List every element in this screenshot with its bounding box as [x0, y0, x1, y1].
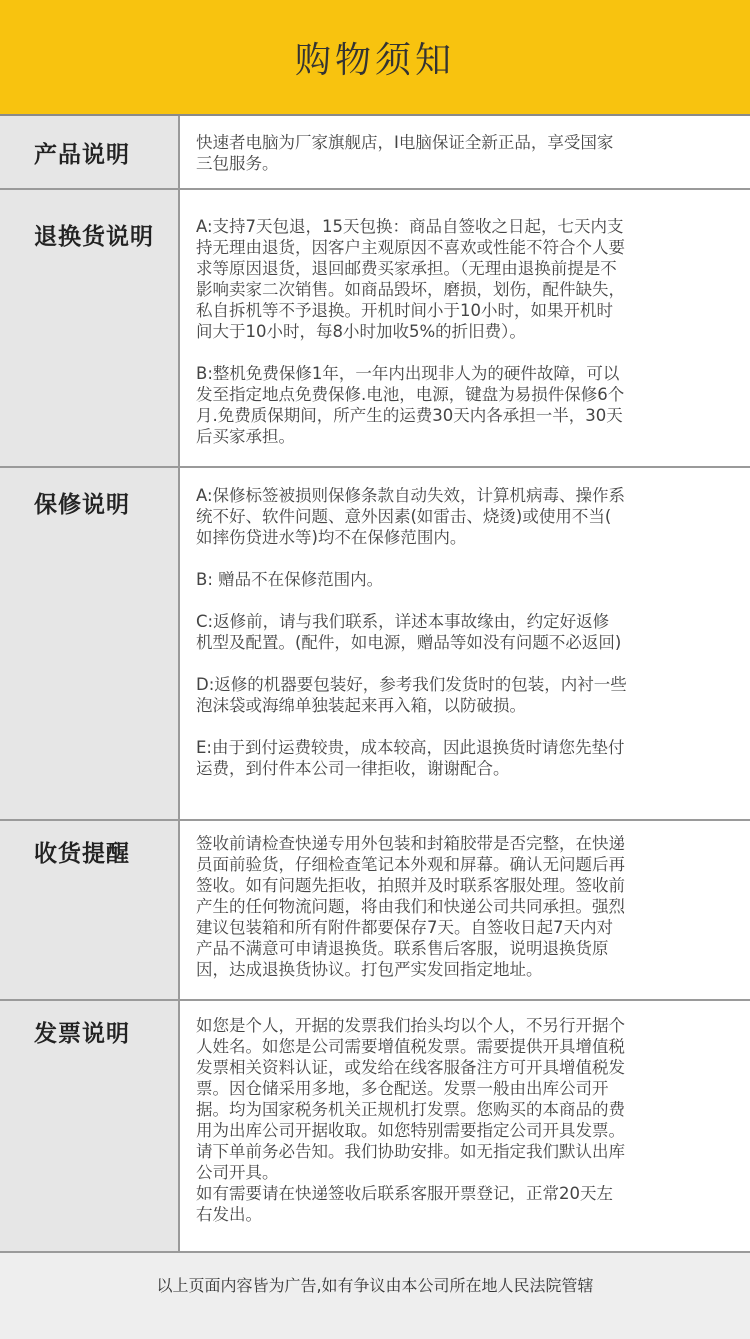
- legal-note: 以上页面内容皆为广告,如有争议由本公司所在地人民法院管辖: [156, 1275, 594, 1295]
- page-header: [0, 0, 750, 116]
- section-content: [180, 1001, 750, 1251]
- section-content: [180, 821, 750, 999]
- section-paragraph: B: 赠品不在保修范围内。: [196, 570, 384, 589]
- section-paragraph: E:由于到付运费较贵，成本较高，因此退换货时请您先垫付 运费，到付件本公司一律拒收，谢谢配合。: [196, 738, 625, 778]
- section-content: [180, 190, 750, 466]
- section-label-cell: [0, 468, 180, 819]
- section-paragraph: A:保修标签被损则保修条款自动失效，计算机病毒、操作系 统不好、软件问题、意外因素(如雷击、烧烫)或使用不当( 如摔伤贷进水等)均不在保修范围内。: [196, 486, 626, 547]
- section-content: [180, 468, 750, 819]
- section-content: [180, 116, 750, 188]
- section-label: 产品说明: [34, 142, 130, 168]
- page-footer: [0, 1253, 750, 1339]
- section-product: [0, 116, 750, 190]
- section-label-cell: [0, 821, 180, 999]
- page-title: 购物须知: [294, 39, 455, 81]
- section-receipt: [0, 821, 750, 1001]
- section-label-cell: [0, 1001, 180, 1251]
- section-label-cell: [0, 116, 180, 188]
- section-paragraph: 如您是个人，开据的发票我们抬头均以个人，不另行开据个 人姓名。如您是公司需要增值税发票。需要提供开具增值税 发票相关资料认证，或发给在线客服备注方可开具增值税发 票。因仓储采用多地，多仓配送。发票一般由出库公司开 据。均为国家税务机关正规机打发票。您购买的本商品的费 用为出库公司开据收取。如您特别需要指定公司开具发票。 请下单前务必告知。我们协助安排。如无指定我们默认出库 公司开具。 如有需要请在快递签收后联系客服开票登记，正常20天左 右发出。: [196, 1016, 625, 1224]
- section-label: 收货提醒: [34, 841, 130, 867]
- section-paragraph: 签收前请检查快递专用外包装和封箱胶带是否完整，在快递 员面前验货，仔细检查笔记本外观和屏幕。确认无问题后再 签收。如有问题先拒收，拍照并及时联系客服处理。签收前 产生的任何物流问题，将由我们和快递公司共同承担。强烈 建议包装箱和所有附件都要保存7天。自签收日起7天内对 产品不满意可申请退换货。联系售后客服，说明退换货原 因，达成退换货协议。打包严实发回指定地址。: [196, 834, 625, 979]
- section-paragraph: B:整机免费保修1年，一年内出现非人为的硬件故障，可以 发至指定地点免费保修.电池，电源，键盘为易损件保修6个 月.免费质保期间，所产生的运费30天内各承担一半，30天 后买家承担。: [196, 364, 625, 446]
- section-label: 保修说明: [34, 492, 130, 518]
- section-paragraph: A:支持7天包退，15天包换：商品自签收之日起，七天内支 持无理由退货，因客户主观原因不喜欢或性能不符合个人要 求等原因退货，退回邮费买家承担。（无理由退换前提是不 影响卖家二次销售。如商品毁坏，磨损，划伤，配件缺失， 私自拆机等不予退换。开机时间小于10小时，如果开机时 间大于10小时，每8小时加收5%的折旧费）。: [196, 217, 625, 341]
- section-invoice: [0, 1001, 750, 1253]
- section-warranty: [0, 468, 750, 821]
- section-paragraph: C:返修前，请与我们联系，详述本事故缘由，约定好返修 机型及配置。(配件，如电源，赠品等如没有问题不必返回): [196, 612, 622, 652]
- section-label: 发票说明: [34, 1021, 130, 1047]
- section-returns: [0, 190, 750, 468]
- section-paragraph: 快速者电脑为厂家旗舰店，I电脑保证全新正品，享受国家 三包服务。: [196, 133, 614, 173]
- section-label: 退换货说明: [34, 224, 154, 250]
- section-paragraph: D:返修的机器要包装好，参考我们发货时的包装，内衬一些 泡沫袋或海绵单独装起来再入箱，以防破损。: [196, 675, 627, 715]
- section-label-cell: [0, 190, 180, 466]
